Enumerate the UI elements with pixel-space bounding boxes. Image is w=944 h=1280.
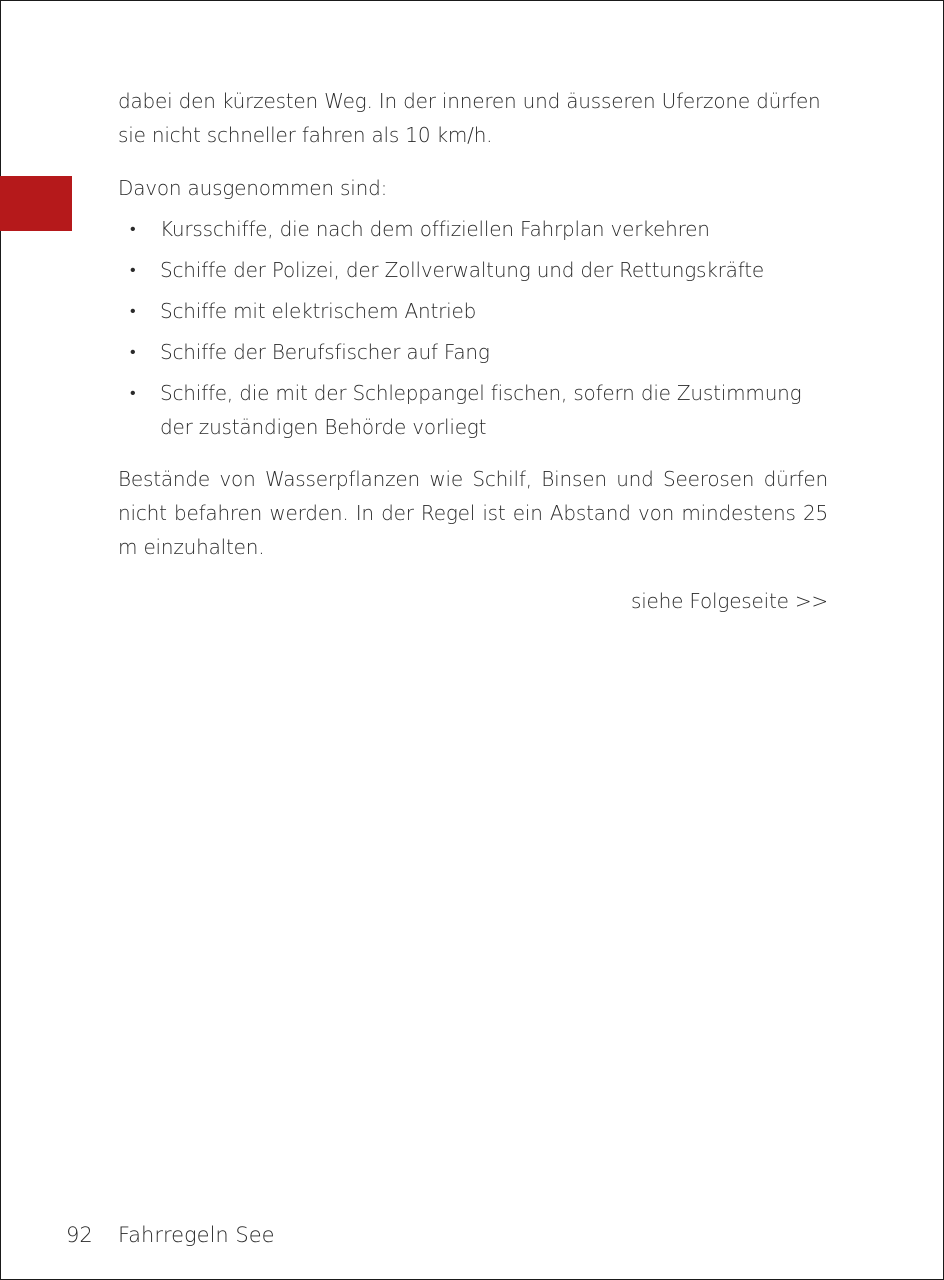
- plants-paragraph: Bestände von Wasserpflanzen wie Schilf, Binsen und Seerosen dürfen nicht befahren werden. In der Regel ist ein Abstand von mindestens 25 m einzuhalten.: [118, 467, 828, 559]
- exceptions-list: [118, 212, 828, 444]
- bullet-icon: •: [130, 260, 136, 279]
- chapter-marker-tab: [0, 176, 72, 231]
- exceptions-heading: Davon ausgenommen sind:: [118, 176, 388, 200]
- list-item: [118, 294, 828, 328]
- page-content: [118, 84, 828, 618]
- list-item-text: Kursschiffe, die nach dem offiziellen Fahrplan verkehren: [160, 217, 710, 241]
- intro-paragraph: dabei den kürzesten Weg. In der inneren und äusseren Uferzone dürfen sie nicht schneller fahren als 10 km/h.: [118, 89, 821, 147]
- list-item: [118, 376, 828, 444]
- list-item: [118, 212, 828, 246]
- page-footer: [66, 1218, 275, 1252]
- list-item-text: Schiffe der Berufsfischer auf Fang: [160, 340, 490, 364]
- chapter-title: Fahrregeln See: [118, 1223, 275, 1247]
- bullet-icon: •: [130, 383, 136, 402]
- bullet-icon: •: [130, 301, 136, 320]
- list-item-text: Schiffe der Polizei, der Zollverwaltung und der Rettungskräfte: [160, 258, 764, 282]
- bullet-icon: •: [130, 219, 136, 238]
- list-item-text: Schiffe, die mit der Schleppangel fischen, sofern die Zustimmung der zuständigen Behörde vorliegt: [160, 381, 802, 439]
- list-item: [118, 253, 828, 287]
- list-item: [118, 335, 828, 369]
- page-number: 92: [66, 1223, 93, 1247]
- continued-note: siehe Folgeseite >>: [630, 589, 828, 613]
- list-item-text: Schiffe mit elektrischem Antrieb: [160, 299, 477, 323]
- bullet-icon: •: [130, 342, 136, 361]
